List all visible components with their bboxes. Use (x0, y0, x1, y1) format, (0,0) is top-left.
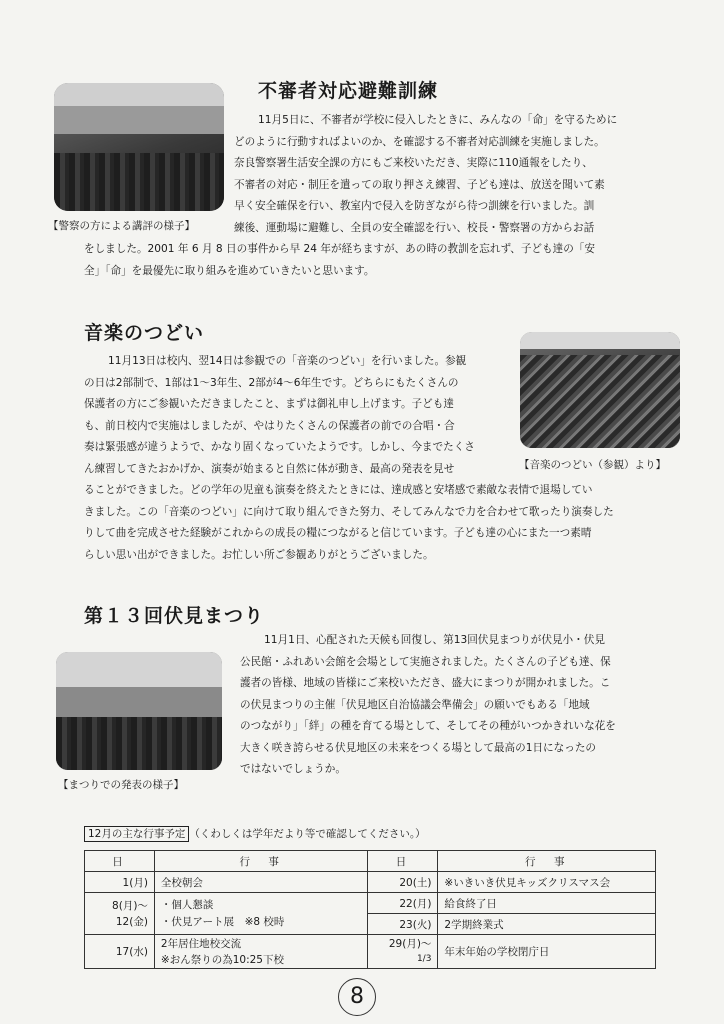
schedule-heading (84, 826, 426, 841)
table-row (85, 893, 656, 914)
schedule-date: 17(水) (85, 935, 155, 969)
schedule-event: 全校朝会 (154, 872, 368, 893)
header-event-right: 行 事 (438, 851, 656, 872)
schedule-date: 1(月) (85, 872, 155, 893)
music-body: 11月13日は校内、翌14日は参観での「音楽のつどい」を行いました。参観 の日は2部制で、1部は1～3年生、2部が4～6年生です。どちらにもたくさんの 保護者の方にご参観いただきましたこと、まずは御礼申し上げます。子ども達 も、前日校内で実施はしましたが、やはりたくさんの保護者の前での合唱・合 奏は緊張感が違うようで、かなり固くなっていたようです。しかし、今までたくさ ん練習してきたおかげか、演奏が始まると自然に体が動き、最高の発表を見せ ることができました。どの学年の児童も演奏を終えたときには、達成感と安堵感で素敵な表情で退場してい きました。この「音楽のつどい」に向けて取り組んできた努力、そしてみんなで力を合わせて歌ったり演奏した りして曲を完成させた経験がこれからの成長の糧につながると信じています。子ども達の心にまた一つ素晴 らしい思い出ができました。お忙しい所ご参観ありがとうございました。 (84, 355, 614, 561)
table-row (85, 935, 656, 969)
festival-title: 第１３回伏見まつり (84, 605, 265, 627)
page-number: 8 (338, 978, 376, 1016)
schedule-event: 年末年始の学校閉庁日 (438, 935, 656, 969)
music-title: 音楽のつどい (84, 322, 205, 344)
schedule-date: 8(月)～ 12(金) (85, 893, 155, 935)
header-date-right: 日 (368, 851, 438, 872)
drill-body: 11月5日に、不審者が学校に侵入したときに、みんなの「命」を守るために どのように行動すればよいのか、を確認する不審者対応訓練を実施しました。 奈良警察署生活安全課の方にもご来校いただき、実際に110通報をしたり、 不審者の対応・制圧を遣っての取り押さえ練習、子ども達は、放送を聞いて素 早く安全確保を行い、教室内で侵入を防ぎながら待つ訓練を行いました。訓 練後、運動場に避難し、全員の安全確認を行い、校長・警察署の方からお話 をしました。2001 年 6 月 8 日の事件から早 24 年が経ちますが、あの時の教訓を忘れず、子ども達の「安 全」「命」を最優先に取り組みを進めていきたいと思います。 (84, 114, 618, 277)
festival-photo-caption: 【まつりでの発表の様子】 (58, 779, 184, 791)
schedule-date: 29(月)～ 1/3 (368, 935, 438, 969)
festival-body: 11月1日、心配された天候も回復し、第13回伏見まつりが伏見小・伏見 公民館・ふれあい会館を会場として実施されました。たくさんの子ども達、保 護者の皆様、地域の皆様にご来校いただき、盛大にまつりが開かれました。こ の伏見まつりの主催「伏見地区自治協議会準備会」の願いでもある「地域 のつながり」「絆」の種を育てる場として、そしてその種がいつかきれいな花を 大きく咲き誇らせる伏見地区の未来をつくる場として最高の1日になったの ではないでしょうか。 (240, 634, 616, 775)
header-date-left: 日 (85, 851, 155, 872)
schedule-event: 2学期終業式 (438, 914, 656, 935)
drill-title: 不審者対応避難訓練 (258, 80, 439, 102)
schedule-date: 20(土) (368, 872, 438, 893)
schedule-header-row (85, 851, 656, 872)
schedule-event: ※いきいき伏見キッズクリスマス会 (438, 872, 656, 893)
schedule-note: （くわしくは学年だより等で確認してください。） (189, 828, 426, 840)
schedule-event: ・個人懇談 ・伏見アート展 ※8 校時 (154, 893, 368, 935)
festival-photo (56, 652, 222, 770)
schedule-table (84, 850, 656, 969)
schedule-date: 22(月) (368, 893, 438, 914)
music-photo-caption: 【音楽のつどい（参観）より】 (519, 459, 666, 471)
schedule-title: 12月の主な行事予定 (84, 826, 189, 842)
schedule-event: 給食終了日 (438, 893, 656, 914)
header-event-left: 行 事 (154, 851, 368, 872)
table-row (85, 872, 656, 893)
schedule-date: 23(火) (368, 914, 438, 935)
schedule-event: 2年居住地校交流 ※おん祭りの為10:25下校 (154, 935, 368, 969)
drill-photo-caption: 【警察の方による講評の様子】 (48, 220, 195, 232)
